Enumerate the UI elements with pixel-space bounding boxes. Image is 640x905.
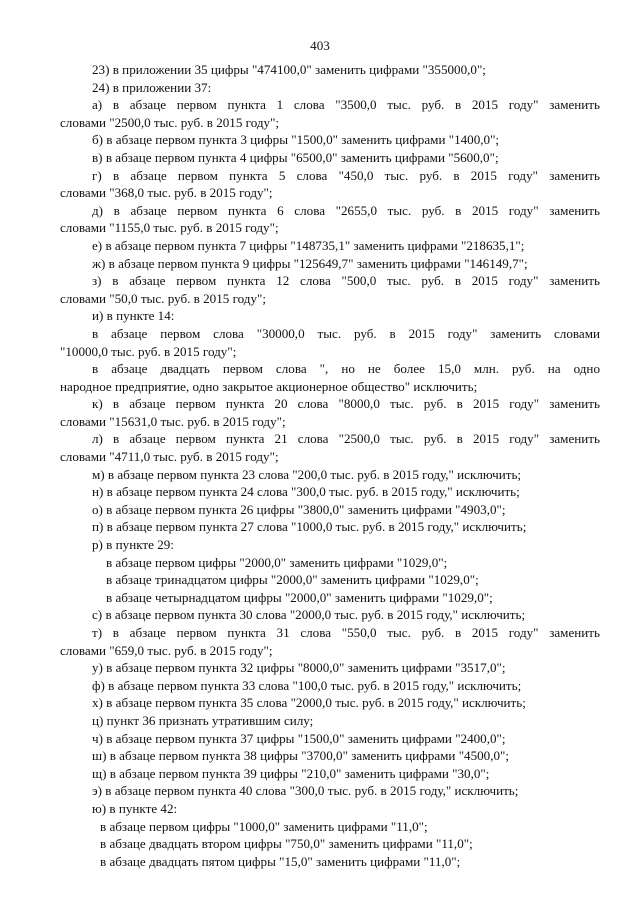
document-line: б) в абзаце первом пункта 3 цифры "1500,0" заменить цифрами "1400,0"; bbox=[92, 132, 500, 148]
document-line: э) в абзаце первом пункта 40 слова "300,0 тыс. руб. в 2015 году," исключить; bbox=[92, 783, 519, 799]
document-line: п) в абзаце первом пункта 27 слова "1000,0 тыс. руб. в 2015 году," исключить; bbox=[92, 519, 527, 535]
document-line: щ) в абзаце первом пункта 39 цифры "210,0" заменить цифрами "30,0"; bbox=[92, 765, 490, 781]
document-line: г) в абзаце первом пункта 5 слова "450,0 тыс. руб. в 2015 году" заменить bbox=[92, 167, 600, 183]
document-line: в абзаце тринадцатом цифры "2000,0" заменить цифрами "1029,0"; bbox=[106, 572, 479, 588]
document-line: ф) в абзаце первом пункта 33 слова "100,0 тыс. руб. в 2015 году," исключить; bbox=[92, 677, 522, 693]
document-line: з) в абзаце первом пункта 12 слова "500,0 тыс. руб. в 2015 году" заменить bbox=[92, 273, 600, 289]
document-line: к) в абзаце первом пункта 20 слова "8000,0 тыс. руб. в 2015 году" заменить bbox=[92, 396, 600, 412]
document-line: в абзаце первом цифры "1000,0" заменить цифрами "11,0"; bbox=[100, 818, 428, 834]
document-line: в абзаце четырнадцатом цифры "2000,0" заменить цифрами "1029,0"; bbox=[106, 589, 493, 605]
document-line: у) в абзаце первом пункта 32 цифры "8000,0" заменить цифрами "3517,0"; bbox=[92, 660, 506, 676]
document-line: словами "2500,0 тыс. руб. в 2015 году"; bbox=[60, 114, 280, 130]
document-line: ш) в абзаце первом пункта 38 цифры "3700,0" заменить цифрами "4500,0"; bbox=[92, 748, 510, 764]
document-line: в абзаце первом цифры "2000,0" заменить цифрами "1029,0"; bbox=[106, 554, 448, 570]
document-line: словами "368,0 тыс. руб. в 2015 году"; bbox=[60, 185, 273, 201]
document-line: т) в абзаце первом пункта 31 слова "550,0 тыс. руб. в 2015 году" заменить bbox=[92, 625, 600, 640]
document-line: е) в абзаце первом пункта 7 цифры "148735,1" заменить цифрами "218635,1"; bbox=[92, 237, 525, 253]
document-line: 23) в приложении 35 цифры "474100,0" заменить цифрами "355000,0"; bbox=[92, 62, 486, 77]
document-line: ц) пункт 36 признать утратившим силу; bbox=[92, 712, 314, 728]
document-line: х) в абзаце первом пункта 35 слова "2000,0 тыс. руб. в 2015 году," исключить; bbox=[92, 695, 526, 711]
document-line: ж) в абзаце первом пункта 9 цифры "125649,7" заменить цифрами "146149,7"; bbox=[92, 255, 528, 271]
document-line: народное предприятие, одно закрытое акционерное общество" исключить; bbox=[60, 378, 478, 394]
document-line: в абзаце первом слова "30000,0 тыс. руб. в 2015 году" заменить словами bbox=[92, 325, 600, 341]
document-line: а) в абзаце первом пункта 1 слова "3500,0 тыс. руб. в 2015 году" заменить bbox=[92, 97, 600, 113]
document-line: л) в абзаце первом пункта 21 слова "2500,0 тыс. руб. в 2015 году" заменить bbox=[92, 431, 600, 447]
document-line: в) в абзаце первом пункта 4 цифры "6500,0" заменить цифрами "5600,0"; bbox=[92, 149, 499, 165]
document-line: в абзаце двадцать пятом цифры "15,0" заменить цифрами "11,0"; bbox=[100, 853, 461, 869]
document-line: ч) в абзаце первом пункта 37 цифры "1500,0" заменить цифрами "2400,0"; bbox=[92, 730, 506, 746]
document-line: с) в абзаце первом пункта 30 слова "2000,0 тыс. руб. в 2015 году," исключить; bbox=[92, 607, 526, 623]
document-line: в абзаце двадцать втором цифры "750,0" заменить цифрами "11,0"; bbox=[100, 836, 473, 852]
document-line: словами "50,0 тыс. руб. в 2015 году"; bbox=[60, 290, 266, 306]
document-line: ю) в пункте 42: bbox=[92, 800, 178, 816]
document-line: словами "1155,0 тыс. руб. в 2015 году"; bbox=[60, 220, 279, 236]
document-line: и) в пункте 14: bbox=[92, 308, 175, 324]
document-line: словами "4711,0 тыс. руб. в 2015 году"; bbox=[60, 449, 279, 465]
document-line: р) в пункте 29: bbox=[92, 537, 174, 553]
document-line: словами "15631,0 тыс. руб. в 2015 году"; bbox=[60, 413, 286, 429]
document-line: в абзаце двадцать первом слова ", но не более 15,0 млн. руб. на одно bbox=[92, 361, 600, 377]
document-line: 24) в приложении 37: bbox=[92, 79, 212, 95]
document-line: о) в абзаце первом пункта 26 цифры "3800,0" заменить цифрами "4903,0"; bbox=[92, 501, 506, 517]
document-line: д) в абзаце первом пункта 6 слова "2655,0 тыс. руб. в 2015 году" заменить bbox=[92, 202, 600, 218]
document-body bbox=[60, 61, 600, 870]
document-line: словами "659,0 тыс. руб. в 2015 году"; bbox=[60, 642, 273, 658]
document-line: н) в абзаце первом пункта 24 слова "300,0 тыс. руб. в 2015 году," исключить; bbox=[92, 484, 520, 500]
page-number: 403 bbox=[310, 38, 330, 53]
document-line: м) в абзаце первом пункта 23 слова "200,0 тыс. руб. в 2015 году," исключить; bbox=[92, 466, 522, 482]
document-line: "10000,0 тыс. руб. в 2015 году"; bbox=[60, 343, 237, 359]
